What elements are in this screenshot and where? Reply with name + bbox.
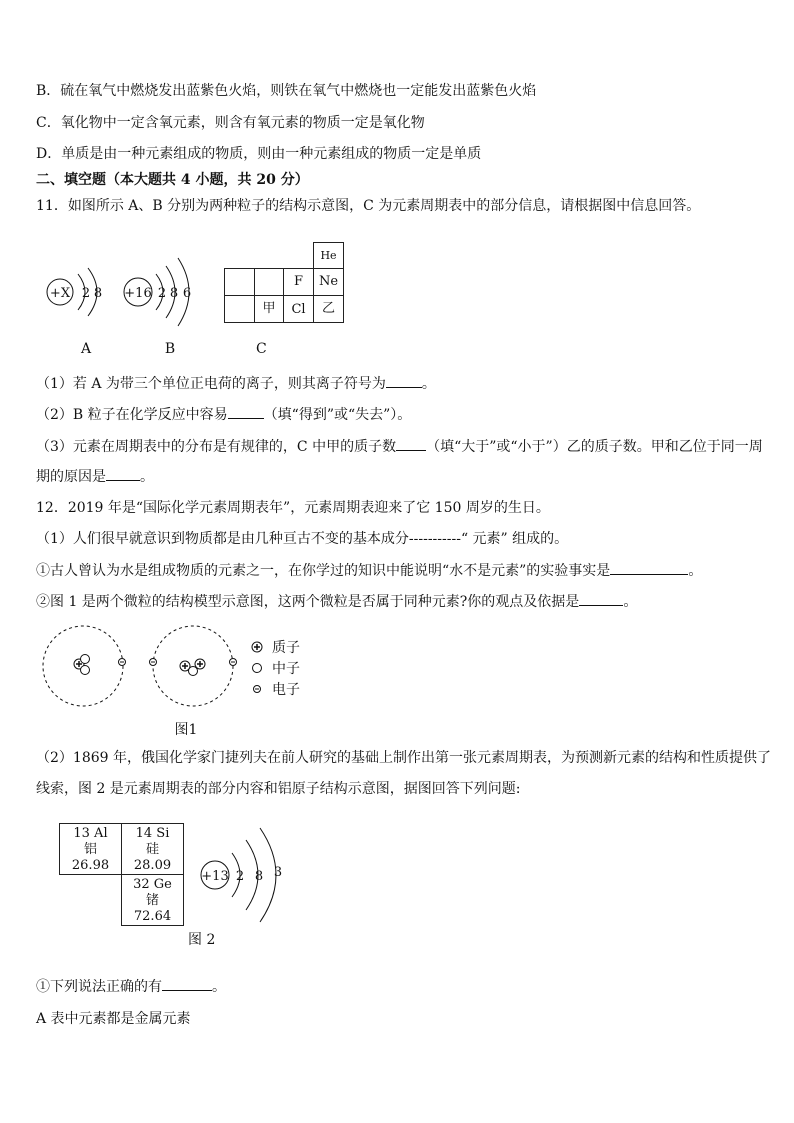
shell-electrons: 2: [157, 286, 167, 301]
option-d: D．单质是由一种元素组成的物质，则由一种元素组成的物质一定是单质: [36, 146, 482, 162]
q11-part2: （2）B 粒子在化学反应中容易 （填“得到”或“失去”）。: [36, 404, 411, 425]
q11-part3-line2: 期的原因是 。: [36, 466, 154, 487]
option-c: C．氧化物中一定含氧元素，则含有氧元素的物质一定是氧化物: [36, 115, 425, 131]
cell-empty: [224, 295, 255, 323]
answer-blank[interactable]: [386, 373, 422, 388]
q12-part1b: ②图 1 是两个微粒的结构模型示意图，这两个微粒是否属于同种元素?你的观点及依据是 。: [36, 591, 637, 612]
figure-2-caption: 图 2: [188, 932, 216, 948]
figure-1-caption: 图1: [174, 722, 198, 738]
nucleus-charge: +16: [124, 286, 152, 301]
option-b: B．硫在氧气中燃烧发出蓝紫色火焰，则铁在氧气中燃烧也一定能发出蓝紫色火焰: [36, 83, 537, 99]
answer-blank[interactable]: [396, 436, 426, 451]
q12-part1: （1）人们很早就意识到物质都是由几种亘古不变的基本成分-----------“ 元素” 组成的。: [36, 531, 569, 547]
cell-f: F: [283, 268, 314, 296]
shell-electrons: 8: [254, 869, 264, 884]
q12-option-a: A 表中元素都是金属元素: [36, 1011, 191, 1027]
section-title: 二、填空题（本大题共 4 小题，共 20 分）: [36, 172, 309, 188]
answer-blank[interactable]: [162, 976, 212, 991]
shell-electrons: 6: [182, 286, 192, 301]
shell-electrons: 8: [169, 286, 179, 301]
element-cell-si: 14 Si 硅 28.09: [121, 823, 184, 875]
legend-proton-label: 质子: [272, 640, 300, 656]
shell-electrons: 3: [273, 865, 283, 880]
q11-part3: （3）元素在周期表中的分布是有规律的，C 中甲的质子数 （填“大于”或“小于”）乙的质子数。甲和乙位于同一周: [36, 436, 763, 457]
legend-neutron-label: 中子: [272, 661, 300, 677]
q12-part2-line1: （2）1869 年，俄国化学家门捷列夫在前人研究的基础上制作出第一张元素周期表，为预测新元素的结构和性质提供了: [36, 750, 771, 766]
answer-blank[interactable]: [228, 404, 264, 419]
neutron-icon: [189, 667, 198, 676]
element-cell-ge: 32 Ge 锗 72.64: [121, 874, 184, 926]
element-cell-al: 13 Al 铝 26.98: [59, 823, 122, 875]
cell-yi: 乙: [313, 295, 344, 323]
legend-neutron-icon: [253, 664, 262, 673]
shell-electrons: 2: [235, 869, 245, 884]
shell-electrons: 8: [93, 286, 103, 301]
figure-caption-a: A: [80, 341, 92, 357]
figure-caption-b: B: [164, 341, 176, 357]
atom-diagram-b: [118, 240, 208, 360]
cell-jia: 甲: [254, 295, 284, 323]
q12-part2-line2: 线索，图 2 是元素周期表的部分内容和铝原子结构示意图，据图回答下列问题:: [36, 781, 521, 797]
shell-electrons: 2: [81, 286, 91, 301]
q11-part1: （1）若 A 为带三个单位正电荷的离子，则其离子符号为 。: [36, 373, 436, 394]
answer-blank[interactable]: [610, 560, 688, 575]
aluminum-atom-diagram: [196, 820, 296, 930]
cell-he: He: [313, 242, 344, 269]
cell-empty: [254, 268, 284, 296]
cell-cl: Cl: [283, 295, 314, 323]
figure-caption-c: C: [256, 341, 267, 357]
cell-ne: Ne: [313, 268, 344, 296]
q12-stem: 12．2019 年是“国际化学元素周期表年”，元素周期表迎来了它 150 周岁的生日。: [36, 500, 550, 516]
figure-1: [38, 622, 318, 742]
nucleus-charge: +13: [201, 869, 229, 884]
answer-blank[interactable]: [106, 466, 140, 481]
neutron-icon: [81, 655, 90, 664]
nucleus-charge: +X: [49, 286, 71, 301]
q12-part2a: ①下列说法正确的有 。: [36, 976, 226, 997]
neutron-icon: [81, 666, 90, 675]
atom-diagram-a: [40, 250, 120, 360]
q12-part1a: ①古人曾认为水是组成物质的元素之一，在你学过的知识中能说明“水不是元素”的实验事实是 。: [36, 560, 702, 581]
q11-stem: 11．如图所示 A、B 分别为两种粒子的结构示意图，C 为元素周期表中的部分信息，请根据图中信息回答。: [36, 198, 701, 214]
legend-electron-label: 电子: [272, 682, 300, 698]
cell-empty: [224, 268, 255, 296]
answer-blank[interactable]: [579, 591, 623, 606]
